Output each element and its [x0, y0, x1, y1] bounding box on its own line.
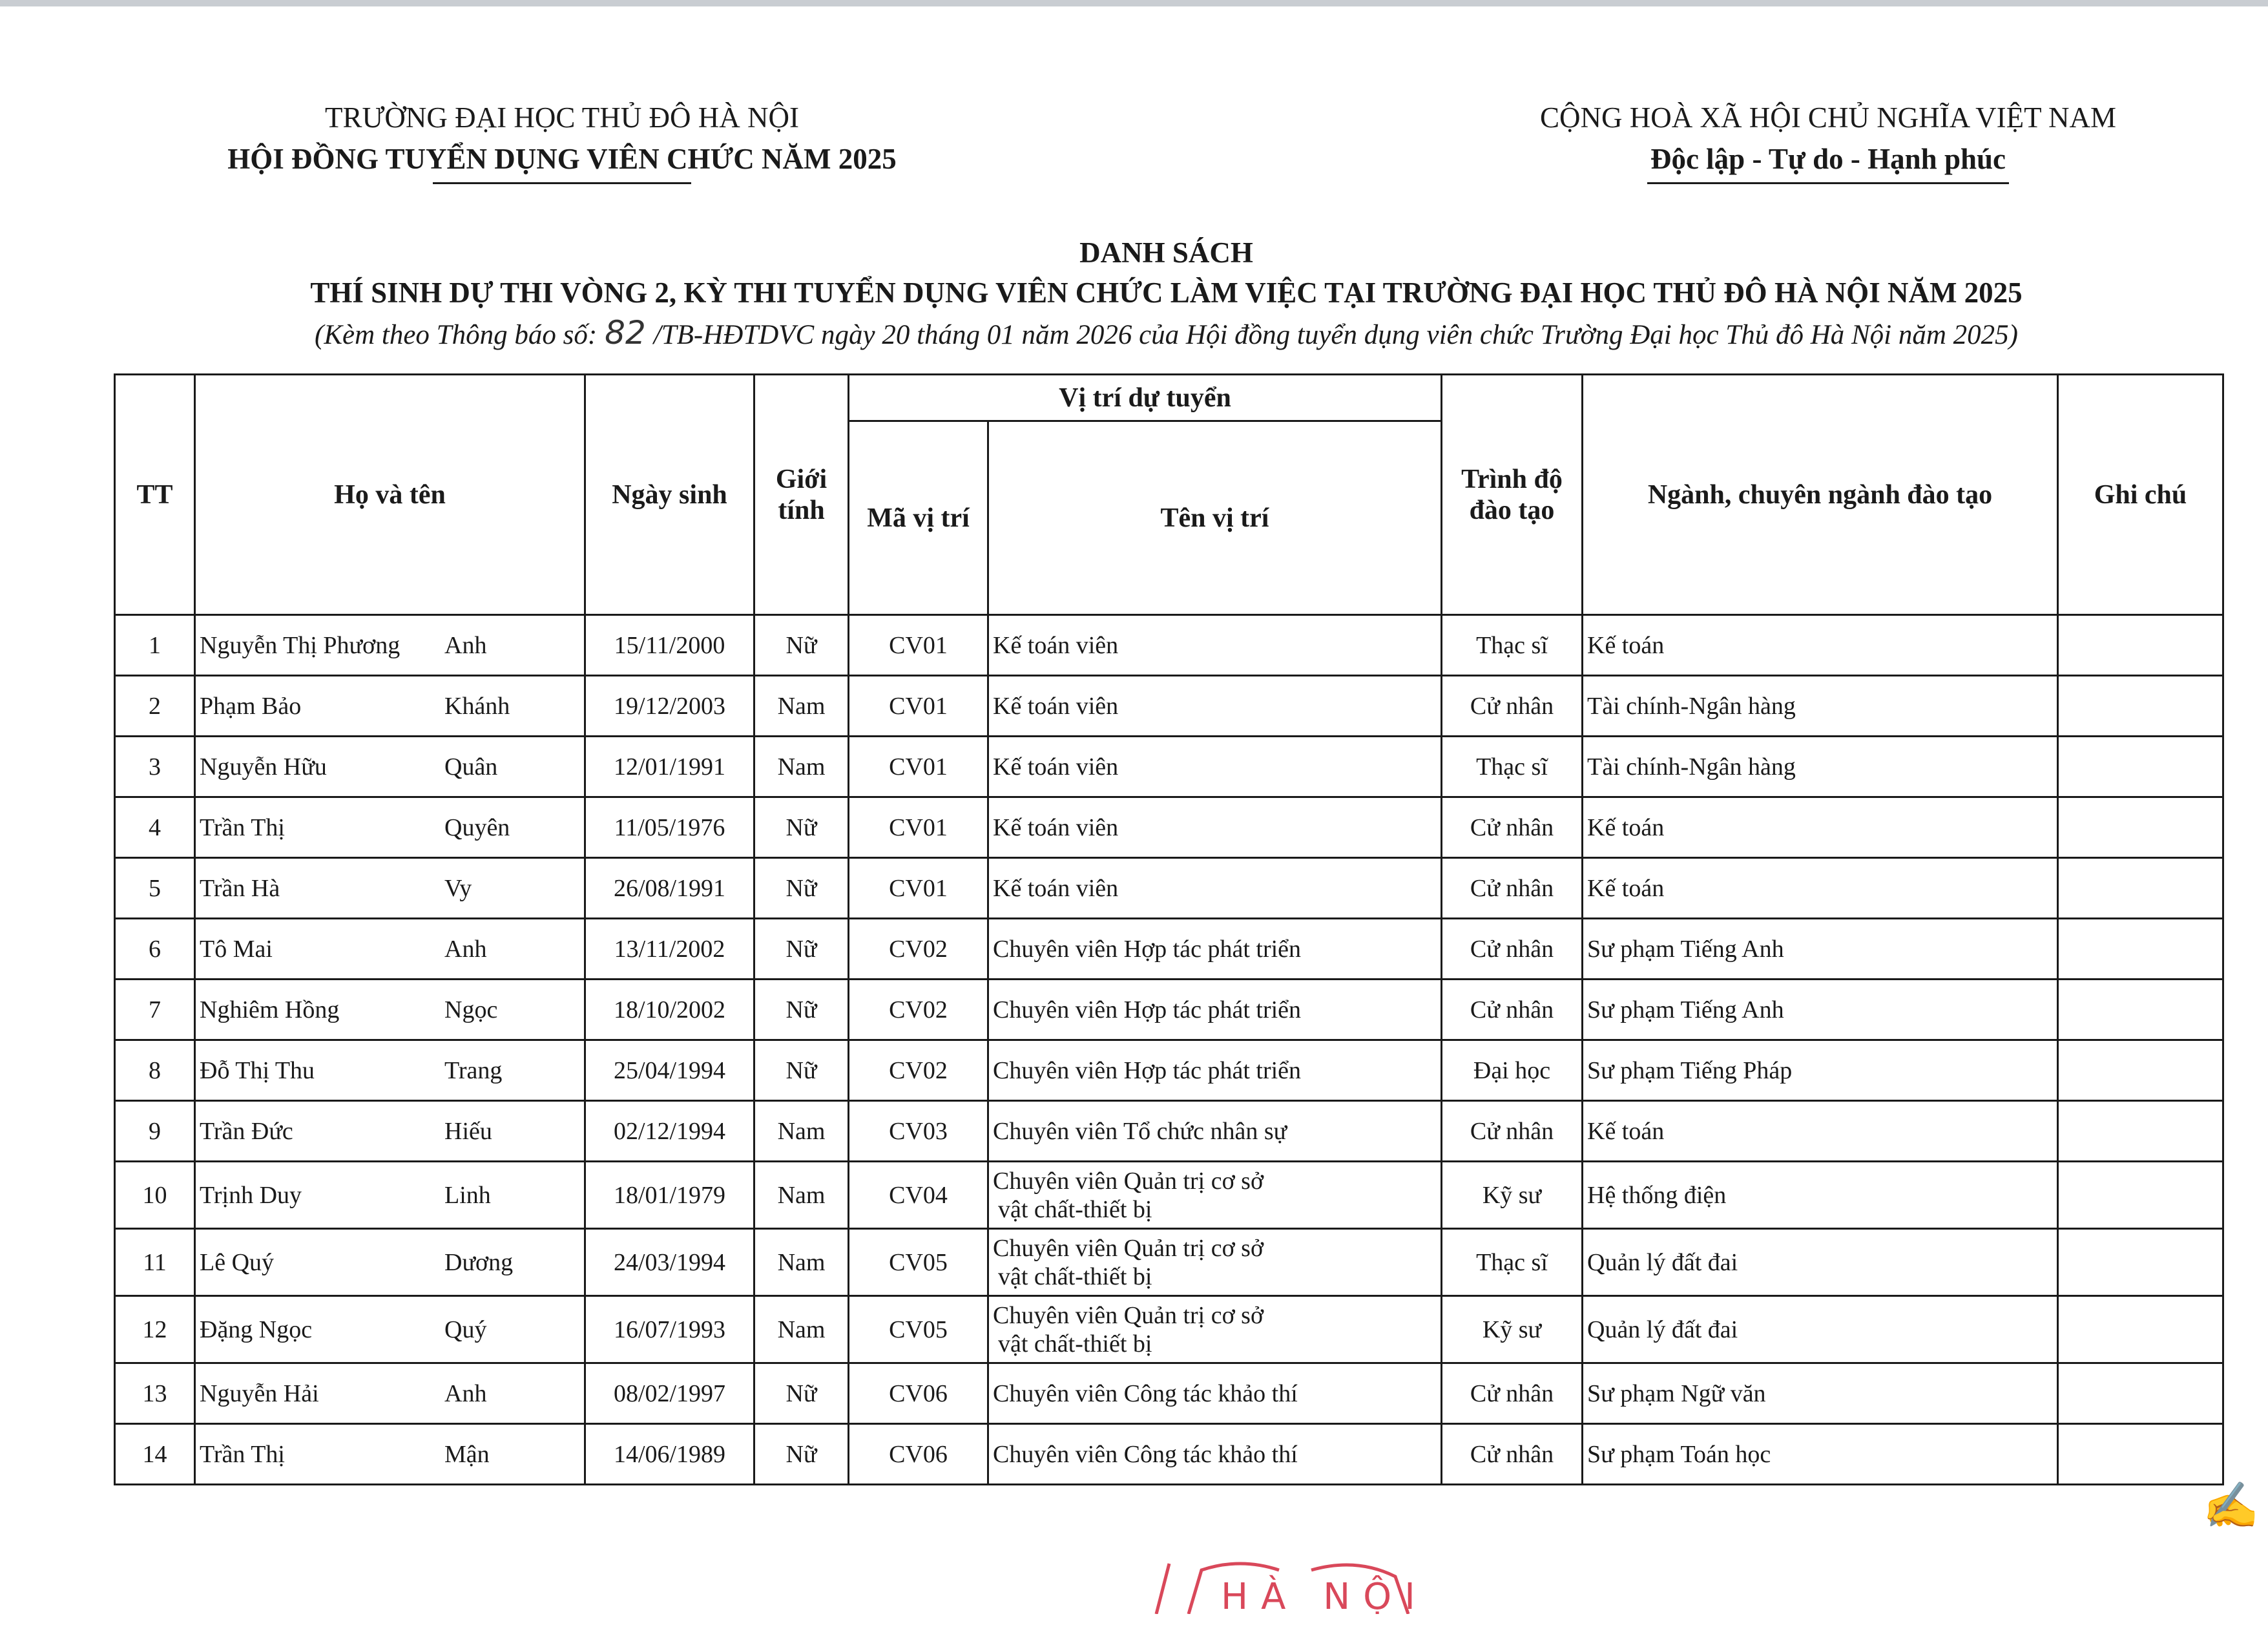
header-tt: TT: [115, 375, 195, 615]
cell-position-name: Kế toán viên: [988, 797, 1442, 858]
cell-position-code: CV03: [849, 1101, 988, 1162]
header-dob: Ngày sinh: [585, 375, 754, 615]
cell-dob: 15/11/2000: [585, 615, 754, 676]
cell-dob: 16/07/1993: [585, 1296, 754, 1363]
cell-major: Tài chính-Ngân hàng: [1583, 676, 2058, 737]
cell-name: [195, 1101, 585, 1162]
header-gender: Giới tính: [754, 375, 849, 615]
cell-position-code: CV06: [849, 1424, 988, 1485]
cell-given-name: Anh: [444, 935, 487, 963]
cell-position-name: Chuyên viên Hợp tác phát triển: [988, 980, 1442, 1040]
cell-surname: Nguyễn Hữu: [200, 753, 327, 781]
cell-note: [2058, 1424, 2223, 1485]
cell-degree: Cử nhân: [1442, 1424, 1583, 1485]
table-row: [115, 1363, 2223, 1424]
cell-position-code: CV02: [849, 1040, 988, 1101]
cell-tt: 4: [115, 797, 195, 858]
cell-position-name: [988, 1229, 1442, 1296]
cell-surname: Trần Thị: [200, 1440, 285, 1468]
cell-position-name: [988, 1162, 1442, 1229]
cell-given-name: Ngọc: [444, 996, 498, 1023]
cell-name: [195, 1363, 585, 1424]
initial-mark-icon: ✍: [2203, 1482, 2260, 1531]
cell-gender: Nam: [754, 1229, 849, 1296]
cell-note: [2058, 1363, 2223, 1424]
cell-dob: 18/10/2002: [585, 980, 754, 1040]
cell-gender: Nữ: [754, 980, 849, 1040]
red-seal-stamp: [1150, 1557, 1421, 1614]
cell-degree: Cử nhân: [1442, 797, 1583, 858]
cell-surname: Trịnh Duy: [200, 1181, 302, 1209]
cell-given-name: Quân: [444, 753, 498, 781]
table-row: [115, 615, 2223, 676]
cell-dob: 19/12/2003: [585, 676, 754, 737]
cell-note: [2058, 919, 2223, 980]
cell-dob: 24/03/1994: [585, 1229, 754, 1296]
cell-dob: 12/01/1991: [585, 737, 754, 797]
cell-gender: Nữ: [754, 1040, 849, 1101]
cell-gender: Nam: [754, 1101, 849, 1162]
cell-given-name: Linh: [444, 1181, 491, 1209]
cell-tt: 6: [115, 919, 195, 980]
cell-given-name: Dương: [444, 1248, 514, 1276]
cell-position-code: CV01: [849, 737, 988, 797]
cell-tt: 5: [115, 858, 195, 919]
cell-name: [195, 1162, 585, 1229]
cell-degree: Cử nhân: [1442, 676, 1583, 737]
subtitle-prefix: (Kèm theo Thông báo số:: [315, 320, 598, 350]
cell-gender: Nữ: [754, 615, 849, 676]
table-row: [115, 1101, 2223, 1162]
cell-surname: Nghiêm Hồng: [200, 996, 340, 1023]
cell-degree: Cử nhân: [1442, 980, 1583, 1040]
cell-note: [2058, 797, 2223, 858]
issuer-header: [142, 97, 982, 184]
cell-position-name: Chuyên viên Tổ chức nhân sự: [988, 1101, 1442, 1162]
header-degree: Trình độ đào tạo: [1442, 375, 1583, 615]
cell-note: [2058, 1229, 2223, 1296]
cell-gender: Nam: [754, 1296, 849, 1363]
header-left-underline: [433, 182, 691, 184]
cell-degree: Kỹ sư: [1442, 1162, 1583, 1229]
cell-given-name: Mận: [444, 1440, 490, 1468]
cell-position-name: Chuyên viên Hợp tác phát triển: [988, 1040, 1442, 1101]
subtitle: [110, 313, 2223, 355]
cell-position-code: CV06: [849, 1363, 988, 1424]
cell-surname: Nguyễn Hải: [200, 1379, 319, 1407]
cell-surname: Phạm Bảo: [200, 692, 302, 720]
cell-given-name: Anh: [444, 631, 487, 659]
cell-given-name: Vy: [444, 874, 472, 902]
notice-number-handwritten: 82: [605, 314, 646, 351]
cell-major: Tài chính-Ngân hàng: [1583, 737, 2058, 797]
cell-major: Kế toán: [1583, 797, 2058, 858]
cell-dob: 18/01/1979: [585, 1162, 754, 1229]
cell-major: Sư phạm Tiếng Anh: [1583, 919, 2058, 980]
national-title: CỘNG HOÀ XÃ HỘI CHỦ NGHĨA VIỆT NAM: [1539, 101, 2117, 134]
cell-given-name: Khánh: [444, 692, 510, 720]
cell-surname: Lê Quý: [200, 1248, 275, 1276]
subtitle-suffix: /TB-HĐTDVC ngày 20 tháng 01 năm 2026 của Hội đồng tuyển dụng viên chức Trường Đại học Thủ đô Hà Nội năm 2025): [653, 320, 2018, 350]
title-line-2: THÍ SINH DỰ THI VÒNG 2, KỲ THI TUYỂN DỤNG VIÊN CHỨC LÀM VIỆC TẠI TRƯỜNG ĐẠI HỌC THỦ ĐÔ HÀ NỘI NĂM 2025: [310, 277, 2023, 309]
header-position-name: Tên vị trí: [988, 421, 1442, 615]
cell-gender: Nam: [754, 676, 849, 737]
cell-degree: Kỹ sư: [1442, 1296, 1583, 1363]
cell-major: Sư phạm Tiếng Anh: [1583, 980, 2058, 1040]
cell-degree: Cử nhân: [1442, 858, 1583, 919]
header-note: Ghi chú: [2058, 375, 2223, 615]
position-line-2: vật chất-thiết bị: [998, 1195, 1152, 1223]
cell-note: [2058, 676, 2223, 737]
cell-dob: 13/11/2002: [585, 919, 754, 980]
cell-name: [195, 615, 585, 676]
cell-dob: 26/08/1991: [585, 858, 754, 919]
cell-name: [195, 1296, 585, 1363]
cell-dob: 11/05/1976: [585, 797, 754, 858]
cell-tt: 7: [115, 980, 195, 1040]
table-row: [115, 919, 2223, 980]
cell-surname: Trần Hà: [200, 874, 280, 902]
cell-degree: Thạc sĩ: [1442, 737, 1583, 797]
table-row: [115, 1040, 2223, 1101]
council-name: HỘI ĐỒNG TUYỂN DỤNG VIÊN CHỨC NĂM 2025: [227, 143, 897, 175]
cell-name: [195, 980, 585, 1040]
cell-major: Kế toán: [1583, 858, 2058, 919]
cell-dob: 25/04/1994: [585, 1040, 754, 1101]
cell-dob: 14/06/1989: [585, 1424, 754, 1485]
table-row: [115, 1162, 2223, 1229]
candidate-table: [114, 373, 2224, 1485]
cell-name: [195, 919, 585, 980]
cell-note: [2058, 737, 2223, 797]
national-header: [1473, 97, 2183, 184]
cell-major: Hệ thống điện: [1583, 1162, 2058, 1229]
cell-dob: 08/02/1997: [585, 1363, 754, 1424]
cell-degree: Cử nhân: [1442, 919, 1583, 980]
cell-gender: Nam: [754, 1162, 849, 1229]
cell-degree: Cử nhân: [1442, 1101, 1583, 1162]
cell-position-code: CV01: [849, 615, 988, 676]
cell-position-code: CV02: [849, 919, 988, 980]
cell-position-code: CV02: [849, 980, 988, 1040]
seal-fragment-icon: [1150, 1557, 1421, 1614]
cell-position-name: Chuyên viên Công tác khảo thí: [988, 1424, 1442, 1485]
cell-tt: 1: [115, 615, 195, 676]
cell-position-name: [988, 1296, 1442, 1363]
seal-text: HÀ NỘI: [1221, 1576, 1421, 1614]
cell-major: Sư phạm Tiếng Pháp: [1583, 1040, 2058, 1101]
cell-tt: 9: [115, 1101, 195, 1162]
cell-name: [195, 737, 585, 797]
position-line-1: Chuyên viên Quản trị cơ sở: [993, 1301, 1264, 1329]
cell-note: [2058, 1101, 2223, 1162]
cell-degree: Đại học: [1442, 1040, 1583, 1101]
header-major: Ngành, chuyên ngành đào tạo: [1583, 375, 2058, 615]
cell-note: [2058, 1296, 2223, 1363]
table-row: [115, 1229, 2223, 1296]
cell-degree: Thạc sĩ: [1442, 1229, 1583, 1296]
table-row: [115, 676, 2223, 737]
cell-given-name: Quyên: [444, 813, 510, 841]
cell-tt: 11: [115, 1229, 195, 1296]
cell-position-name: Kế toán viên: [988, 858, 1442, 919]
cell-dob: 02/12/1994: [585, 1101, 754, 1162]
cell-degree: Cử nhân: [1442, 1363, 1583, 1424]
cell-position-name: Chuyên viên Công tác khảo thí: [988, 1363, 1442, 1424]
cell-surname: Nguyễn Thị Phương: [200, 631, 401, 659]
cell-major: Quản lý đất đai: [1583, 1296, 2058, 1363]
cell-given-name: Hiếu: [444, 1117, 492, 1145]
cell-gender: Nữ: [754, 1424, 849, 1485]
cell-note: [2058, 1162, 2223, 1229]
cell-tt: 12: [115, 1296, 195, 1363]
cell-tt: 13: [115, 1363, 195, 1424]
position-line-2: vật chất-thiết bị: [998, 1330, 1152, 1358]
document-title: [110, 233, 2223, 355]
table-row: [115, 737, 2223, 797]
cell-note: [2058, 615, 2223, 676]
title-line-1: DANH SÁCH: [1079, 236, 1253, 269]
cell-tt: 8: [115, 1040, 195, 1101]
header-right-underline: [1647, 182, 2009, 184]
header-position-code: Mã vị trí: [849, 421, 988, 615]
header-name: Họ và tên: [195, 375, 585, 615]
cell-given-name: Quý: [444, 1316, 487, 1343]
cell-given-name: Trang: [444, 1056, 503, 1084]
scan-top-edge: [0, 0, 2268, 6]
table-row: [115, 1296, 2223, 1363]
cell-major: Sư phạm Ngữ văn: [1583, 1363, 2058, 1424]
cell-tt: 3: [115, 737, 195, 797]
cell-major: Kế toán: [1583, 615, 2058, 676]
cell-surname: Tô Mai: [200, 935, 273, 963]
cell-gender: Nữ: [754, 797, 849, 858]
cell-name: [195, 1040, 585, 1101]
cell-position-code: CV05: [849, 1229, 988, 1296]
cell-surname: Đặng Ngọc: [200, 1316, 313, 1343]
cell-gender: Nữ: [754, 1363, 849, 1424]
cell-position-code: CV01: [849, 797, 988, 858]
cell-position-code: CV04: [849, 1162, 988, 1229]
cell-surname: Trần Thị: [200, 813, 285, 841]
position-line-2: vật chất-thiết bị: [998, 1263, 1152, 1290]
cell-major: Sư phạm Toán học: [1583, 1424, 2058, 1485]
cell-gender: Nữ: [754, 858, 849, 919]
position-line-1: Chuyên viên Quản trị cơ sở: [993, 1234, 1264, 1262]
cell-given-name: Anh: [444, 1379, 487, 1407]
cell-tt: 14: [115, 1424, 195, 1485]
cell-degree: Thạc sĩ: [1442, 615, 1583, 676]
cell-name: [195, 1229, 585, 1296]
cell-gender: Nữ: [754, 919, 849, 980]
cell-name: [195, 676, 585, 737]
cell-name: [195, 797, 585, 858]
cell-major: Kế toán: [1583, 1101, 2058, 1162]
national-motto: Độc lập - Tự do - Hạnh phúc: [1650, 143, 2006, 175]
cell-position-name: Kế toán viên: [988, 737, 1442, 797]
cell-name: [195, 858, 585, 919]
cell-surname: Đỗ Thị Thu: [200, 1056, 315, 1084]
header-position-group: Vị trí dự tuyển: [849, 375, 1442, 421]
cell-tt: 10: [115, 1162, 195, 1229]
cell-position-code: CV01: [849, 676, 988, 737]
university-name: TRƯỜNG ĐẠI HỌC THỦ ĐÔ HÀ NỘI: [324, 101, 800, 134]
cell-surname: Trần Đức: [200, 1117, 293, 1145]
cell-position-code: CV01: [849, 858, 988, 919]
cell-position-code: CV05: [849, 1296, 988, 1363]
table-row: [115, 1424, 2223, 1485]
cell-position-name: Kế toán viên: [988, 676, 1442, 737]
cell-note: [2058, 858, 2223, 919]
cell-position-name: Kế toán viên: [988, 615, 1442, 676]
table-row: [115, 980, 2223, 1040]
cell-gender: Nam: [754, 737, 849, 797]
position-line-1: Chuyên viên Quản trị cơ sở: [993, 1167, 1264, 1195]
cell-major: Quản lý đất đai: [1583, 1229, 2058, 1296]
cell-position-name: Chuyên viên Hợp tác phát triển: [988, 919, 1442, 980]
cell-note: [2058, 1040, 2223, 1101]
table-row: [115, 858, 2223, 919]
cell-name: [195, 1424, 585, 1485]
cell-tt: 2: [115, 676, 195, 737]
cell-note: [2058, 980, 2223, 1040]
table-row: [115, 797, 2223, 858]
